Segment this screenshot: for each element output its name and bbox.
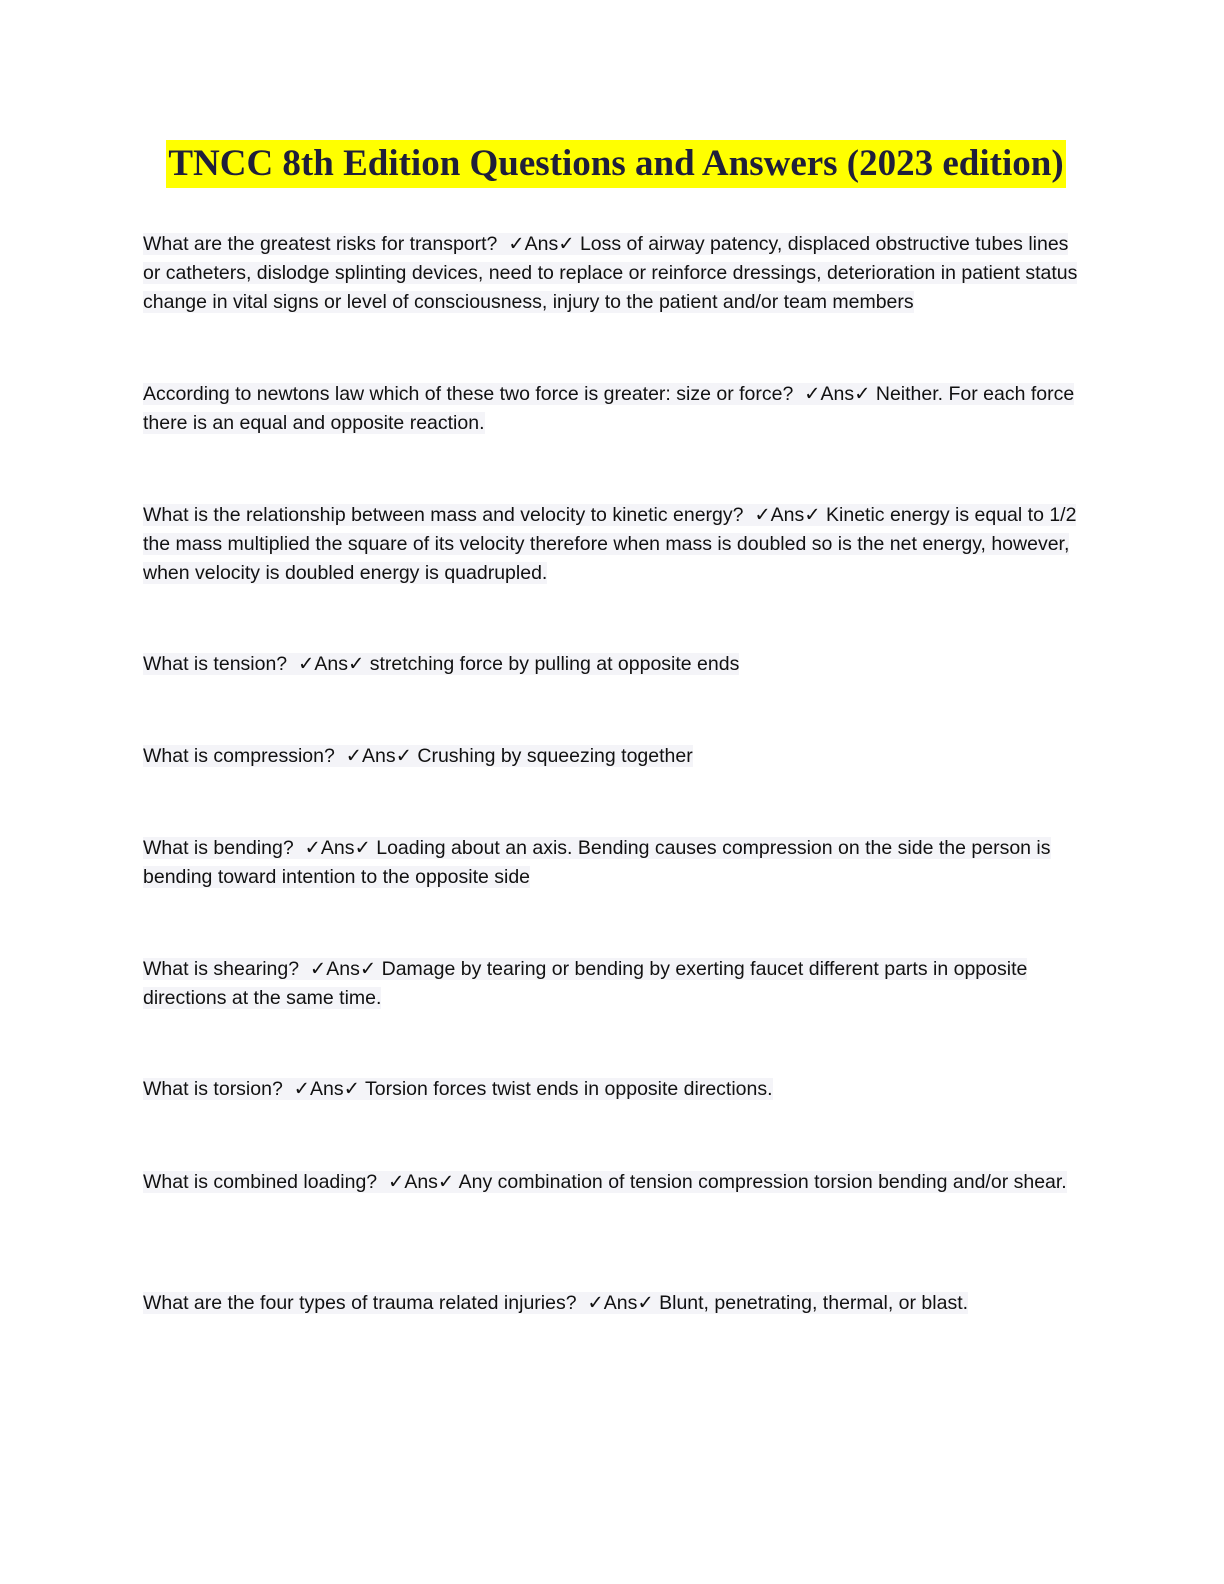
answer-marker: ✓Ans✓ — [804, 383, 871, 405]
answer-marker: ✓Ans✓ — [754, 504, 821, 526]
question-text: What is tension? — [143, 653, 288, 675]
question-text: What are the greatest risks for transport? — [143, 233, 498, 255]
question-text: What is bending? — [143, 837, 294, 859]
answer-text: Any combination of tension compression torsion bending and/or shear. — [458, 1171, 1067, 1193]
qa-item — [143, 650, 1083, 679]
answer-text: Loading about an axis. Bending causes compression on the side the person is bending toward intention to the opposite side — [143, 837, 1051, 888]
answer-text: stretching force by pulling at opposite ends — [369, 653, 740, 675]
title-container — [0, 140, 1224, 188]
question-text: What is torsion? — [143, 1078, 283, 1100]
answer-text: Neither. For each force there is an equal and opposite reaction. — [143, 383, 1075, 434]
qa-item — [143, 1168, 1083, 1197]
answer-marker: ✓Ans✓ — [387, 1171, 455, 1193]
qa-item — [143, 1075, 1083, 1104]
qa-item — [143, 501, 1083, 588]
question-text: What are the four types of trauma related injuries? — [143, 1292, 577, 1314]
qa-item — [143, 1289, 1083, 1318]
qa-item — [143, 230, 1083, 317]
answer-marker: ✓Ans✓ — [298, 653, 365, 675]
answer-marker: ✓Ans✓ — [309, 958, 377, 980]
answer-marker: ✓Ans✓ — [293, 1078, 360, 1100]
question-text: What is compression? — [143, 745, 335, 767]
qa-item — [143, 380, 1083, 438]
document-title: TNCC 8th Edition Questions and Answers (2023 edition) — [166, 140, 1065, 188]
question-text: What is combined loading? — [143, 1171, 378, 1193]
answer-marker: ✓Ans✓ — [304, 837, 371, 859]
answer-text: Crushing by squeezing together — [417, 745, 693, 767]
qa-item — [143, 834, 1083, 892]
answer-text: Kinetic energy is equal to 1/2 the mass multiplied the square of its velocity therefore when mass is doubled so is the net energy, however, when velocity is doubled energy is quadrupled. — [143, 504, 1077, 584]
answer-text: Blunt, penetrating, thermal, or blast. — [659, 1292, 969, 1314]
answer-marker: ✓Ans✓ — [508, 233, 575, 255]
answer-marker: ✓Ans✓ — [587, 1292, 654, 1314]
answer-text: Torsion forces twist ends in opposite directions. — [365, 1078, 773, 1100]
answer-marker: ✓Ans✓ — [345, 745, 412, 767]
answer-text: Loss of airway patency, displaced obstructive tubes lines or catheters, dislodge splinting devices, need to replace or reinforce dressings, deterioration in patient status change in vital signs or level of consciousness, injury to the patient and/or team members — [143, 233, 1078, 313]
question-text: What is the relationship between mass and velocity to kinetic energy? — [143, 504, 744, 526]
qa-item — [143, 742, 1083, 771]
question-text: According to newtons law which of these two force is greater: size or force? — [143, 383, 794, 405]
question-text: What is shearing? — [143, 958, 300, 980]
qa-item — [143, 955, 1083, 1013]
answer-text: Damage by tearing or bending by exerting faucet different parts in opposite directions at the same time. — [143, 958, 1028, 1009]
